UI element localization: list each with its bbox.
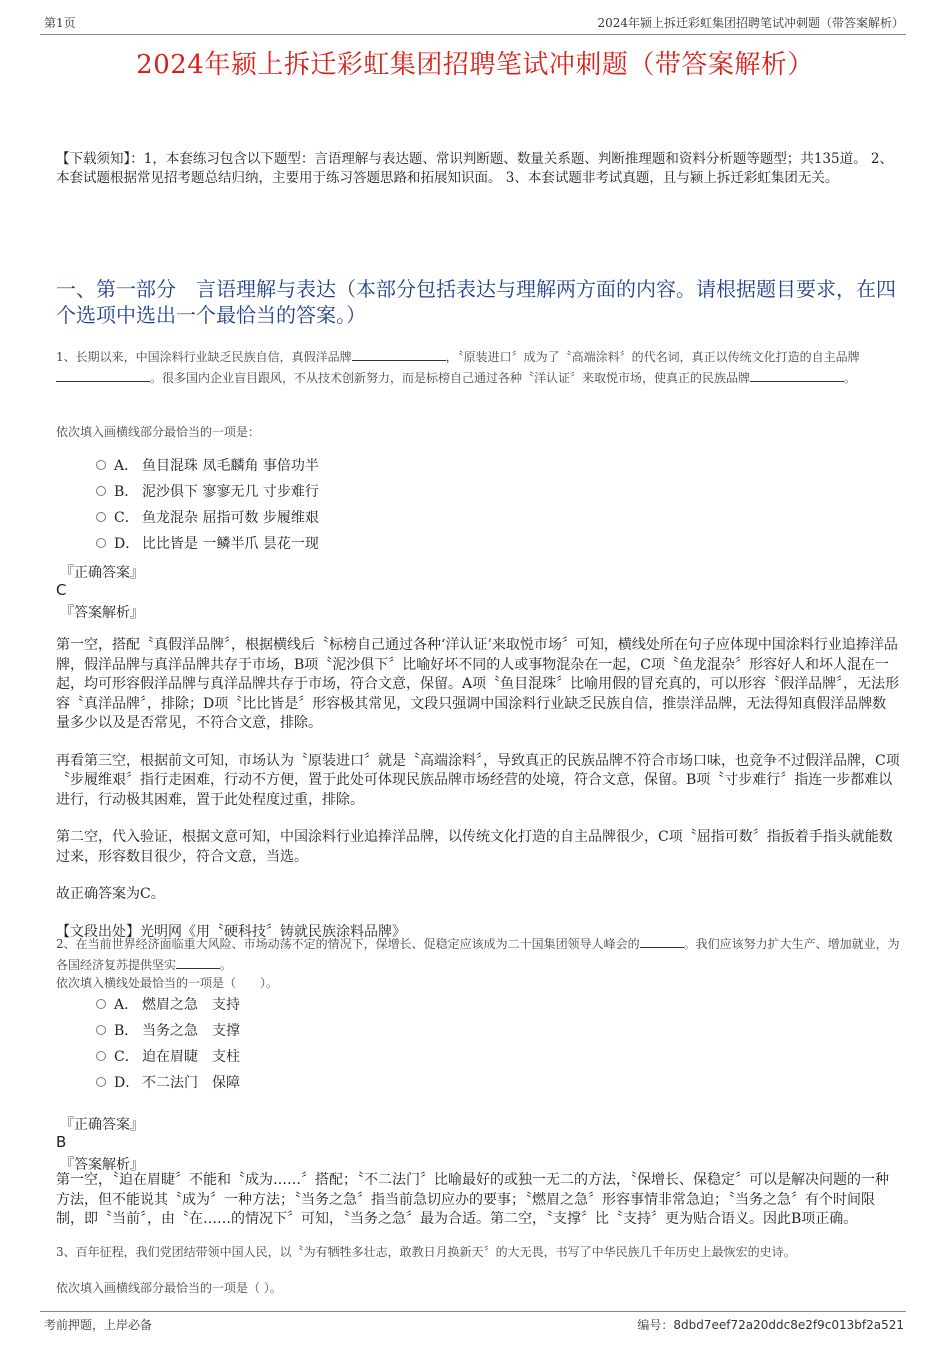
analysis-label: 『答案解析』 bbox=[60, 1157, 144, 1173]
option-key: D． bbox=[114, 536, 140, 552]
header-doc-title: 2024年颍上拆迁彩虹集团招聘笔试冲刺题（带答案解析） bbox=[597, 16, 904, 30]
fill-blank bbox=[56, 367, 150, 382]
code-value: 8dbd7eef72a20ddc8e2f9c013bf2a521 bbox=[673, 1318, 904, 1332]
question-1-options bbox=[96, 453, 319, 557]
question-1-prompt: 依次填入画横线部分最恰当的一项是： bbox=[56, 425, 261, 439]
fill-blank bbox=[750, 367, 844, 382]
source-citation: 【文段出处】光明网《用〝硬科技〞铸就民族涂料品牌》 bbox=[56, 923, 406, 940]
option-text: 泥沙俱下 寥寥无几 寸步难行 bbox=[142, 484, 319, 500]
option-b[interactable] bbox=[96, 479, 319, 505]
answer-value: B bbox=[56, 1133, 67, 1151]
answer-label: 『正确答案』 bbox=[60, 1117, 144, 1133]
option-key: D． bbox=[114, 1075, 140, 1091]
footer-code bbox=[637, 1316, 904, 1333]
question-3-stem: 3、百年征程，我们党团结带领中国人民，以〝为有牺牲多壮志，敢教日月换新天〞的大无畏，书写了中华民族几千年历史上最恢宏的史诗。 bbox=[56, 1245, 796, 1259]
option-a[interactable] bbox=[96, 453, 319, 479]
analysis-paragraph: 故正确答案为C。 bbox=[56, 886, 165, 902]
option-a[interactable] bbox=[96, 992, 240, 1018]
q2-stem-part-b: 。我们应该努力扩大生产、增加就业，为各国经济复苏提供坚实 bbox=[56, 937, 900, 972]
footer-slogan: 考前押题，上岸必备 bbox=[44, 1318, 153, 1332]
page-footer bbox=[40, 1311, 906, 1332]
question-2-stem bbox=[56, 933, 900, 975]
fill-blank bbox=[640, 933, 684, 948]
question-2-prompt: 依次填入横线处最恰当的一项是（ ）。 bbox=[56, 976, 279, 990]
analysis-paragraph: 再看第三空，根据前文可知，市场认为〝原装进口〞就是〝高端涂料〞，导致真正的民族品牌不符合市场口味，也竞争不过假洋品牌，C项〝步履维艰〞指行走困难，行动不方便，置于此处可体现民族品牌市场经营的处境，符合文意，保留。B项〝寸步难行〞指连一步都难以进行，行动极其困难，置于此处程度过重，排除。 bbox=[56, 752, 900, 808]
option-key: C． bbox=[114, 510, 139, 526]
q2-stem-part-c: 。 bbox=[220, 958, 233, 972]
code-label: 编号： bbox=[637, 1318, 674, 1332]
radio-icon[interactable] bbox=[96, 512, 106, 522]
option-key: A． bbox=[114, 997, 139, 1013]
option-text: 当务之急 支撑 bbox=[142, 1023, 240, 1039]
radio-icon[interactable] bbox=[96, 486, 106, 496]
page-header bbox=[40, 12, 906, 35]
analysis-paragraph: 第一空，搭配〝真假洋品牌〞，根据横线后〝标榜自己通过各种‘洋认证’来取悦市场〞可知，横线处所在句子应体现中国涂料行业追捧洋品牌，假洋品牌与真洋品牌共存于市场，B项〝泥沙俱下〞比喻好坏不同的人或事物混杂在一起，C项〝鱼龙混杂〞形容好人和坏人混在一起，均可形容假洋品牌与真洋品牌共存于市场，符合文意，保留。A项〝鱼目混珠〞比喻用假的冒充真的，可以形容〝假洋品牌〞，无法形容〝真洋品牌〞，排除；D项〝比比皆是〞形容极其常见，文段只强调中国涂料行业缺乏民族自信，推崇洋品牌，无法得知真假洋品牌数量多少以及是否常见，不符合文意，排除。 bbox=[56, 637, 900, 731]
option-text: 迫在眉睫 支柱 bbox=[142, 1049, 240, 1065]
question-2-options bbox=[96, 992, 240, 1096]
q1-stem-part-c: 。很多国内企业盲目跟风，不从技术创新努力，而是标榜自己通过各种〝洋认证〞来取悦市场，使真正的民族品牌 bbox=[150, 371, 751, 385]
fill-blank bbox=[352, 346, 446, 361]
section-title: 一、第一部分 言语理解与表达（本部分包括表达与理解两方面的内容。请根据题目要求，在四个选项中选出一个最恰当的答案。） bbox=[56, 277, 896, 327]
q2-stem-part-a: 2、在当前世界经济面临重大风险、市场动荡不定的情况下，保增长、促稳定应该成为二十国集团领导人峰会的 bbox=[56, 937, 640, 951]
question-1-stem bbox=[56, 346, 900, 388]
doc-title: 2024年颍上拆迁彩虹集团招聘笔试冲刺题（带答案解析） bbox=[136, 50, 814, 80]
option-c[interactable] bbox=[96, 505, 319, 531]
fill-blank bbox=[176, 954, 220, 969]
radio-icon[interactable] bbox=[96, 538, 106, 548]
option-text: 比比皆是 一鳞半爪 昙花一现 bbox=[142, 536, 319, 552]
option-text: 鱼目混珠 凤毛麟角 事倍功半 bbox=[142, 458, 319, 474]
q1-stem-part-d: 。 bbox=[844, 371, 857, 385]
analysis-paragraph: 第二空，代入验证，根据文意可知，中国涂料行业追捧洋品牌，以传统文化打造的自主品牌很少，C项〝屈指可数〞指扳着手指头就能数过来，形容数目很少，符合文意，当选。 bbox=[56, 829, 893, 865]
q1-stem-part-b: ，〝原装进口〞成为了〝高端涂料〞的代名词，真正以传统文化打造的自主品牌 bbox=[445, 350, 860, 364]
radio-icon[interactable] bbox=[96, 999, 106, 1009]
option-text: 燃眉之急 支持 bbox=[142, 997, 240, 1013]
analysis-label: 『答案解析』 bbox=[60, 605, 144, 621]
option-key: C． bbox=[114, 1049, 139, 1065]
option-b[interactable] bbox=[96, 1018, 240, 1044]
q1-stem-part-a: 1、长期以来，中国涂料行业缺乏民族自信，真假洋品牌 bbox=[56, 350, 352, 364]
radio-icon[interactable] bbox=[96, 1051, 106, 1061]
answer-value: C bbox=[56, 581, 67, 599]
option-c[interactable] bbox=[96, 1044, 240, 1070]
radio-icon[interactable] bbox=[96, 1025, 106, 1035]
option-d[interactable] bbox=[96, 1070, 240, 1096]
option-key: B． bbox=[114, 1023, 139, 1039]
question-2-analysis: 第一空，〝迫在眉睫〞不能和〝成为……〞搭配；〝不二法门〞比喻最好的或独一无二的方法，〝保增长、保稳定〞可以是解决问题的一种方法，但不能说其〝成为〞一种方法；〝当务之急〞指当前急切应办的要事；〝燃眉之急〞形容事情非常急迫；〝当务之急〞有个时间限制，即〝当前〞，由〝在……的情况下〞可知，〝当务之急〞最为合适。第二空，〝支撑〞比〝支持〞更为贴合语义。因此B项正确。 bbox=[56, 1172, 889, 1227]
option-key: A． bbox=[114, 458, 139, 474]
option-text: 鱼龙混杂 屈指可数 步履维艰 bbox=[142, 510, 319, 526]
download-notice: 【下载须知】：1，本套练习包含以下题型：言语理解与表达题、常识判断题、数量关系题、判断推理题和资料分析题等题型；共135道。 2、本套试题根据常见招考题总结归纳，主要用于练习答题思路和拓展知识面。 3、本套试题非考试真题，且与颍上拆迁彩虹集团无关。 bbox=[56, 151, 893, 186]
question-1-analysis bbox=[56, 636, 900, 960]
page-number: 第1页 bbox=[44, 16, 76, 30]
question-3-prompt: 依次填入画横线部分最恰当的一项是（ ）。 bbox=[56, 1281, 282, 1295]
radio-icon[interactable] bbox=[96, 1077, 106, 1087]
answer-label: 『正确答案』 bbox=[60, 565, 144, 581]
option-d[interactable] bbox=[96, 531, 319, 557]
option-key: B． bbox=[114, 484, 139, 500]
option-text: 不二法门 保障 bbox=[142, 1075, 240, 1091]
radio-icon[interactable] bbox=[96, 460, 106, 470]
